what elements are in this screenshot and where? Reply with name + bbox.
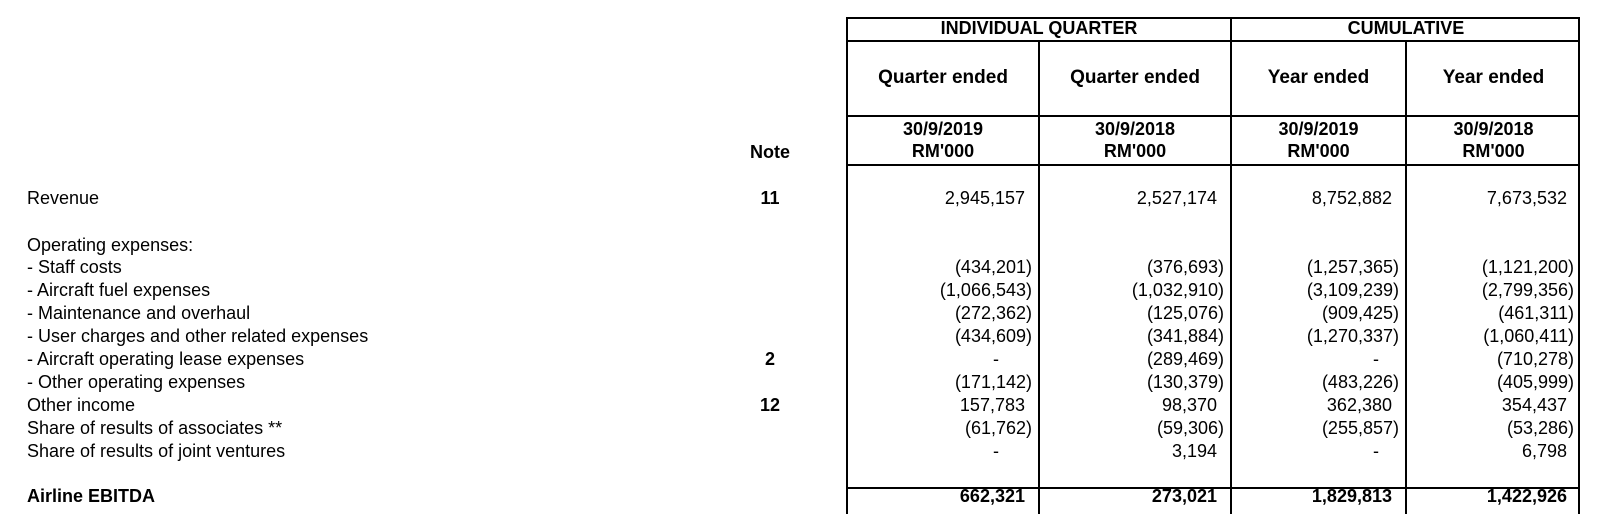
table-cell-col3: (909,425) (1321, 303, 1399, 323)
table-cell-col1: - (993, 441, 999, 461)
table-cell-col4: (405,999) (1496, 372, 1574, 392)
header-period-col4: Year ended (1442, 67, 1545, 88)
period-header-divider (846, 115, 1580, 117)
table-cell-col3: (255,857) (1321, 418, 1399, 438)
table-cell-col4: (1,060,411) (1483, 326, 1574, 346)
row-label: Revenue (27, 188, 100, 208)
table-cell-col1: 2,945,157 (944, 188, 1025, 208)
header-date-col4-value: 30/9/2018 (1453, 119, 1534, 139)
table-cell-col4: 1,422,926 (1486, 486, 1567, 506)
table-cell-col3: - (1373, 441, 1379, 461)
row-label: Share of results of associates ** (27, 418, 283, 438)
table-cell-col1: 662,321 (959, 486, 1025, 506)
header-date-col2 (1040, 118, 1230, 162)
table-cell-col2: (289,469) (1146, 349, 1224, 369)
table-cell-col2: (376,693) (1146, 257, 1224, 277)
row-label: - Aircraft operating lease expenses (27, 349, 305, 369)
table-cell-col4: (461,311) (1498, 303, 1574, 323)
header-period-col2: Quarter ended (1070, 67, 1200, 88)
table-cell-col2: 3,194 (1171, 441, 1217, 461)
table-cell-col1: - (993, 349, 999, 369)
table-cell-col2: 273,021 (1151, 486, 1217, 506)
header-unit-col1: RM'000 (911, 141, 975, 161)
table-cell-col2: 98,370 (1161, 395, 1217, 415)
table-cell-col4: 7,673,532 (1486, 188, 1567, 208)
table-cell-col1: (1,066,543) (939, 280, 1032, 300)
row-label: - Other operating expenses (27, 372, 246, 392)
row-label: - Staff costs (27, 257, 122, 277)
table-cell-col2: (59,306) (1156, 418, 1224, 438)
row-note: 11 (760, 188, 780, 208)
header-date-col3 (1232, 118, 1405, 162)
header-unit-col4: RM'000 (1462, 141, 1525, 161)
header-group-cumulative: CUMULATIVE (1347, 18, 1465, 38)
table-cell-col1: (61,762) (964, 418, 1032, 438)
header-date-col2-value: 30/9/2018 (1094, 119, 1176, 139)
note-column-header: Note (750, 142, 790, 162)
table-cell-col1: 157,783 (959, 395, 1025, 415)
table-cell-col4: (2,799,356) (1481, 280, 1574, 300)
row-note: 2 (764, 349, 775, 369)
table-cell-col2: 2,527,174 (1136, 188, 1217, 208)
header-unit-col2: RM'000 (1103, 141, 1167, 161)
table-cell-col3: (3,109,239) (1306, 280, 1399, 300)
table-cell-col3: (1,270,337) (1306, 326, 1399, 346)
header-group-individual-quarter: INDIVIDUAL QUARTER (940, 18, 1138, 38)
header-period-col3: Year ended (1267, 67, 1370, 88)
table-cell-col2: (341,884) (1146, 326, 1224, 346)
header-date-col1 (848, 118, 1038, 162)
table-cell-col4: 6,798 (1521, 441, 1567, 461)
table-cell-col1: (434,201) (954, 257, 1032, 277)
header-unit-col3: RM'000 (1287, 141, 1350, 161)
table-cell-col4: 354,437 (1501, 395, 1567, 415)
header-date-col3-value: 30/9/2019 (1278, 119, 1359, 139)
table-cell-col2: (1,032,910) (1131, 280, 1224, 300)
table-cell-col1: (171,142) (954, 372, 1032, 392)
row-label: - User charges and other related expenses (27, 326, 369, 346)
table-cell-col3: 1,829,813 (1311, 486, 1392, 506)
row-note: 12 (759, 395, 781, 415)
row-label: Share of results of joint ventures (27, 441, 286, 461)
table-cell-col3: 362,380 (1326, 395, 1392, 415)
table-cell-col3: (1,257,365) (1306, 257, 1399, 277)
header-date-col1-value: 30/9/2019 (902, 119, 984, 139)
table-cell-col3: 8,752,882 (1311, 188, 1392, 208)
row-label: Airline EBITDA (27, 486, 156, 506)
table-cell-col4: (53,286) (1506, 418, 1574, 438)
row-label: Other income (27, 395, 136, 415)
date-header-divider (846, 164, 1580, 166)
table-cell-col1: (272,362) (954, 303, 1032, 323)
table-cell-col4: (710,278) (1496, 349, 1574, 369)
table-cell-col2: (125,076) (1146, 303, 1224, 323)
table-cell-col1: (434,609) (954, 326, 1032, 346)
row-label: - Aircraft fuel expenses (27, 280, 211, 300)
table-cell-col3: (483,226) (1321, 372, 1399, 392)
row-label: Operating expenses: (27, 235, 194, 255)
table-cell-col3: - (1373, 349, 1379, 369)
table-cell-col2: (130,379) (1146, 372, 1224, 392)
table-cell-col4: (1,121,200) (1481, 257, 1574, 277)
header-period-col1: Quarter ended (878, 67, 1008, 88)
row-label: - Maintenance and overhaul (27, 303, 251, 323)
header-date-col4 (1407, 118, 1580, 162)
